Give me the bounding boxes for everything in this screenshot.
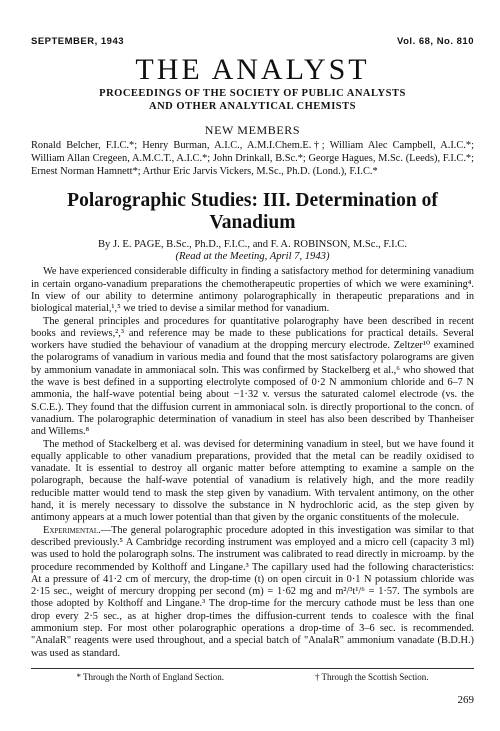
new-members-heading: NEW MEMBERS — [204, 123, 301, 137]
article-byline: By J. E. PAGE, B.Sc., Ph.D., F.I.C., and F. A. ROBINSON, M.Sc., F.I.C. — [97, 239, 408, 251]
volume-number: Vol. 68, No. 810 — [397, 36, 474, 47]
paragraph-3: The method of Stackelberg et al. was devised for determining vanadium in steel, but we have found it equally applicable to other vanadium preparations, provided that the metal can be readily oxidised to vanadate. It is essential to destroy all organic matter before attempting to examine a sample on the polarograph, because the half-wave potential of vanadium is relatively high, and the more readily reducible matter would tend to mask the step given by vanadium. With tervalent antimony, on the other hand, it is merely necessary to dissolve the substance in N hydrochloric acid, as the step given by antimony appears at a much lower potential than that given by the organic constituents of the molecule. — [31, 438, 474, 524]
running-header — [31, 36, 474, 47]
article-body — [31, 266, 474, 660]
footnote-dagger: † Through the Scottish Section. — [314, 671, 429, 682]
paragraph-4-text: —The general polarographic procedure adopted in this investigation was similar to that described previously.⁵ A Cambridge recording instrument was employed and a micro cell (capacity 3 ml) was used to hold the polarograph solns. The instrument was calibrated to read directly in microamp. by the procedure recommended by Kolthoff and Lingane.³ The capillary used had the following characteristics: At a pressure of 41·2 cm of mercury, the drop-time (t) on open circuit in 0·1 N potassium chloride was 2·15 sec., weight of mercury dropping per second (m) = 1·62 mg and m²/³t¹/⁶ = 1·57. The symbols are those adopted by Kolthoff and Lingane.³ The drop-time for the mercury cathode must be less than one drop every 2·5 sec., as at higher drop-times the diffusion-current tends to coalesce with the final ammonium step. For most other polarographic operations a drop-time of 3–6 sec. is recommended. "AnalaR" reagents were used throughout, and a special batch of "AnalaR" ammonium vanadate (B.D.H.) was used as standard. — [31, 524, 474, 659]
paragraph-1: We have experienced considerable difficulty in finding a satisfactory method for determining vanadium in certain organo-vanadium preparations the chemotherapeutic properties of which we were examining⁴. In view of our ability to determine antimony polarographically in therapeutic preparations and in biological material,¹,⁵ we tried to devise a similar method for vanadium. — [31, 266, 474, 315]
journal-title: THE ANALYST — [135, 53, 370, 86]
section-lead: Experimental. — [43, 524, 101, 536]
footnote-star: * Through the North of England Section. — [76, 671, 225, 682]
journal-subtitle-2: AND OTHER ANALYTICAL CHEMISTS — [149, 101, 356, 112]
paragraph-4 — [31, 525, 474, 660]
read-note: (Read at the Meeting, April 7, 1943) — [175, 251, 330, 263]
page-number: 269 — [457, 693, 474, 706]
issue-date: SEPTEMBER, 1943 — [31, 36, 125, 47]
footnotes — [31, 672, 474, 682]
journal-subtitle-1: PROCEEDINGS OF THE SOCIETY OF PUBLIC ANALYSTS — [99, 88, 406, 99]
footnote-rule — [31, 668, 474, 669]
journal-page — [31, 36, 474, 706]
new-members-list: Ronald Belcher, F.I.C.*; Henry Burman, A.I.C., A.M.I.Chem.E.†; William Alec Campbell, A.I.C.*; William Allan Cregeen, A.M.C.T., A.I.C.*; John Drinkall, B.Sc.*; George Hagues, M.Sc. (Leeds), F.I.C.*; Ernest Norman Hamnett*; Arthur Eric Jarvis Vickers, M.Sc., Ph.D. (Lond.), F.I.C.* — [31, 140, 474, 177]
article-title: Polarographic Studies: III. Determination of Vanadium — [67, 190, 438, 234]
paragraph-2: The general principles and procedures for quantitative polarography have been described in recent books and reviews,²,³ and reference may be made to these publications for practical details. Several workers have studied the behaviour of vanadium at the dropping mercury electrode. Zeltzer¹⁰ examined the polarograms of vanadium in various media and found that the most satisfactory polarograms are given by ammonium vanadate in ammoniacal soln. This was confirmed by Stackelberg et al.,⁶ who showed that the wave is best defined in a supporting electrolyte composed of 0·2 N ammonium chloride and 6–7 N ammonia, the half-wave potential being about −1·32 v. versus the saturated calomel electrode (vs. the S.C.E.). They found that the diffusion current in ammoniacal soln. is directly proportional to the concn. of vanadium. The polarographic determination of vanadium in steel has also been described by Thanheiser and Willems.⁸ — [31, 315, 474, 438]
